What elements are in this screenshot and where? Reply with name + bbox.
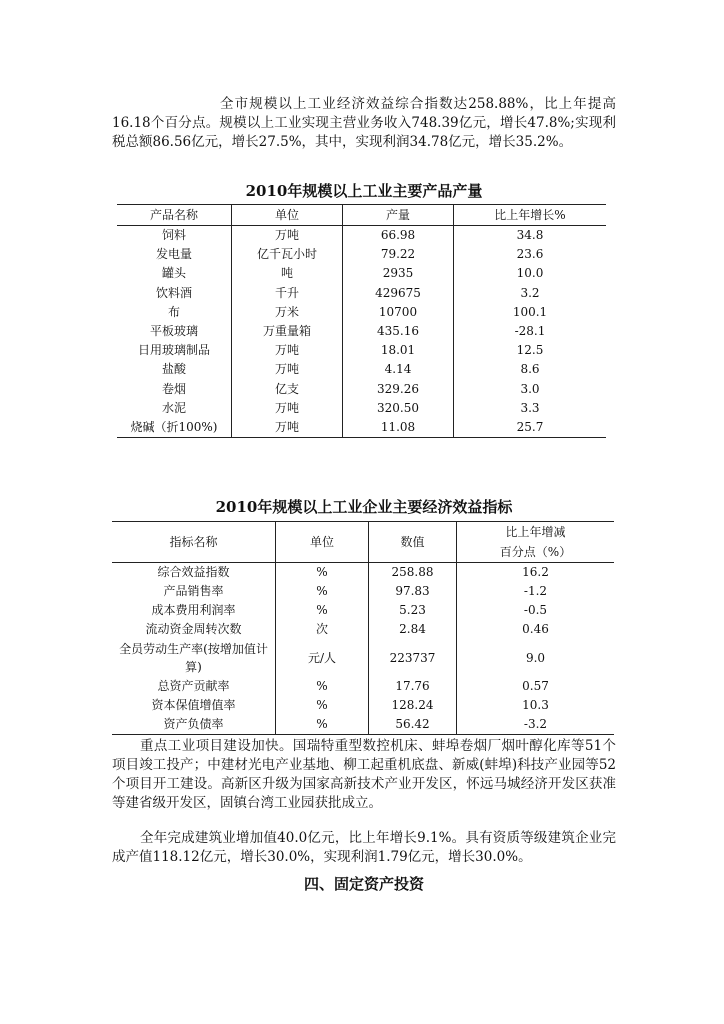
product-unit: 万吨 <box>232 341 343 360</box>
indicator-name: 总资产贡献率 <box>112 677 276 696</box>
table2-header-change-line1: 比上年增减 <box>505 525 566 539</box>
indicator-change: -3.2 <box>523 717 548 731</box>
table-row <box>117 418 606 438</box>
product-unit: 万吨 <box>232 399 343 418</box>
product-name: 发电量 <box>117 245 232 264</box>
product-output: 18.01 <box>343 341 454 360</box>
table-row <box>112 696 614 715</box>
product-name: 烧碱（折100%) <box>117 418 232 438</box>
product-growth: -28.1 <box>514 324 546 339</box>
product-growth: 25.7 <box>516 419 544 434</box>
indicator-value: 17.76 <box>369 677 457 696</box>
product-growth: 34.8 <box>516 228 544 243</box>
indicator-name: 资产负债率 <box>112 715 276 735</box>
table-row <box>117 284 606 303</box>
product-growth: 10.0 <box>516 266 544 281</box>
indicator-name: 成本费用利润率 <box>112 601 276 620</box>
table2-header-change-line2: 百分点（%） <box>499 545 572 559</box>
product-unit: 万米 <box>232 303 343 322</box>
indicator-change: -1.2 <box>523 584 548 598</box>
product-output: 66.98 <box>343 226 454 246</box>
indicator-name: 资本保值增值率 <box>112 696 276 715</box>
table-row <box>112 715 614 735</box>
table-row <box>117 303 606 322</box>
product-output: 435.16 <box>343 322 454 341</box>
table-row <box>117 341 606 360</box>
product-output: 10700 <box>343 303 454 322</box>
product-output: 4.14 <box>343 360 454 379</box>
table-row <box>112 677 614 696</box>
table2-header-value: 数值 <box>369 522 457 563</box>
product-unit: 千升 <box>232 284 343 303</box>
table1-title: 2010年规模以上工业主要产品产量 <box>245 182 483 200</box>
construction-paragraph: 全年完成建筑业增加值40.0亿元，比上年增长9.1%。具有资质等级建筑企业完成产值118.12亿元，增长30.0%，实现利润1.79亿元，增长30.0%。 <box>112 830 616 865</box>
table-row <box>112 582 614 601</box>
product-name: 罐头 <box>117 264 232 283</box>
product-output-table <box>117 204 606 438</box>
product-name: 饲料 <box>117 226 232 246</box>
product-unit: 万吨 <box>232 226 343 246</box>
table1-header-unit: 单位 <box>232 205 343 226</box>
indicator-unit: % <box>276 563 369 583</box>
product-output: 11.08 <box>343 418 454 438</box>
product-growth: 8.6 <box>520 362 540 377</box>
product-output: 320.50 <box>343 399 454 418</box>
table1-header-growth: 比上年增长% <box>454 205 607 226</box>
indicator-name: 产品销售率 <box>112 582 276 601</box>
product-output: 429675 <box>343 284 454 303</box>
indicator-value: 5.23 <box>369 601 457 620</box>
table-row <box>112 620 614 639</box>
indicator-name: 全员劳动生产率(按增加值计算) <box>112 639 276 677</box>
indicator-value: 97.83 <box>369 582 457 601</box>
product-unit: 万吨 <box>232 418 343 438</box>
table1-header-name: 产品名称 <box>117 205 232 226</box>
table2-header-change <box>457 522 615 563</box>
section-heading: 四、固定资产投资 <box>303 875 424 893</box>
product-unit: 亿支 <box>232 380 343 399</box>
indicator-value: 56.42 <box>369 715 457 735</box>
product-name: 布 <box>117 303 232 322</box>
product-output: 329.26 <box>343 380 454 399</box>
table-row <box>117 360 606 379</box>
indicator-unit: % <box>276 677 369 696</box>
indicator-change: 10.3 <box>522 698 549 712</box>
table-row <box>112 639 614 677</box>
indicator-change: 9.0 <box>525 651 546 665</box>
economic-indicators-table <box>112 521 614 735</box>
indicator-unit: % <box>276 582 369 601</box>
indicator-unit: 元/人 <box>276 639 369 677</box>
product-unit: 万重量箱 <box>232 322 343 341</box>
indicator-unit: % <box>276 601 369 620</box>
product-output: 2935 <box>343 264 454 283</box>
product-name: 饮料酒 <box>117 284 232 303</box>
product-name: 日用玻璃制品 <box>117 341 232 360</box>
intro-paragraph: 全市规模以上工业经济效益综合指数达258.88%，比上年提高16.18个百分点。规模以上工业实现主营业务收入748.39亿元，增长47.8%;实现利税总额86.56亿元，增长27.5%，其中，实现利润34.78亿元，增长35.2%。 <box>112 96 616 150</box>
indicator-change: 0.57 <box>522 679 549 693</box>
indicator-value: 128.24 <box>369 696 457 715</box>
product-growth: 23.6 <box>516 247 544 262</box>
product-unit: 万吨 <box>232 360 343 379</box>
table1-header-output: 产量 <box>343 205 454 226</box>
product-output: 79.22 <box>343 245 454 264</box>
indicator-change: -0.5 <box>523 603 548 617</box>
indicator-change: 0.46 <box>522 622 549 636</box>
project-paragraph: 重点工业项目建设加快。国瑞特重型数控机床、蚌埠卷烟厂烟叶醇化库等51个项目竣工投产；中建材光电产业基地、柳工起重机底盘、新威(蚌埠)科技产业园等52个项目开工建设。高新区升级为国家高新技术产业开发区，怀远马城经济开发区获准等建省级开发区，固镇台湾工业园获批成立。 <box>112 738 616 811</box>
table-row <box>117 264 606 283</box>
table2-title: 2010年规模以上工业企业主要经济效益指标 <box>215 498 513 516</box>
indicator-unit: % <box>276 696 369 715</box>
product-growth: 12.5 <box>516 343 544 358</box>
indicator-change: 16.2 <box>522 565 549 579</box>
indicator-name: 综合效益指数 <box>112 563 276 583</box>
product-growth: 3.0 <box>520 381 540 396</box>
product-name: 盐酸 <box>117 360 232 379</box>
table-row <box>117 226 606 246</box>
indicator-unit: 次 <box>276 620 369 639</box>
table-row <box>117 399 606 418</box>
table1-header-row <box>117 205 606 226</box>
product-name: 水泥 <box>117 399 232 418</box>
product-growth: 100.1 <box>512 304 548 319</box>
product-unit: 亿千瓦小时 <box>232 245 343 264</box>
table-row <box>112 563 614 583</box>
table-row <box>117 245 606 264</box>
product-growth: 3.3 <box>520 400 540 415</box>
indicator-unit: % <box>276 715 369 735</box>
table-row <box>117 322 606 341</box>
product-name: 平板玻璃 <box>117 322 232 341</box>
table-row <box>112 601 614 620</box>
indicator-name: 流动资金周转次数 <box>112 620 276 639</box>
indicator-value: 223737 <box>369 639 457 677</box>
product-name: 卷烟 <box>117 380 232 399</box>
table-row <box>117 380 606 399</box>
table2-header-row <box>112 522 614 563</box>
indicator-value: 2.84 <box>369 620 457 639</box>
table2-header-unit: 单位 <box>276 522 369 563</box>
product-growth: 3.2 <box>520 285 540 300</box>
product-unit: 吨 <box>232 264 343 283</box>
table2-header-name: 指标名称 <box>112 522 276 563</box>
indicator-value: 258.88 <box>369 563 457 583</box>
